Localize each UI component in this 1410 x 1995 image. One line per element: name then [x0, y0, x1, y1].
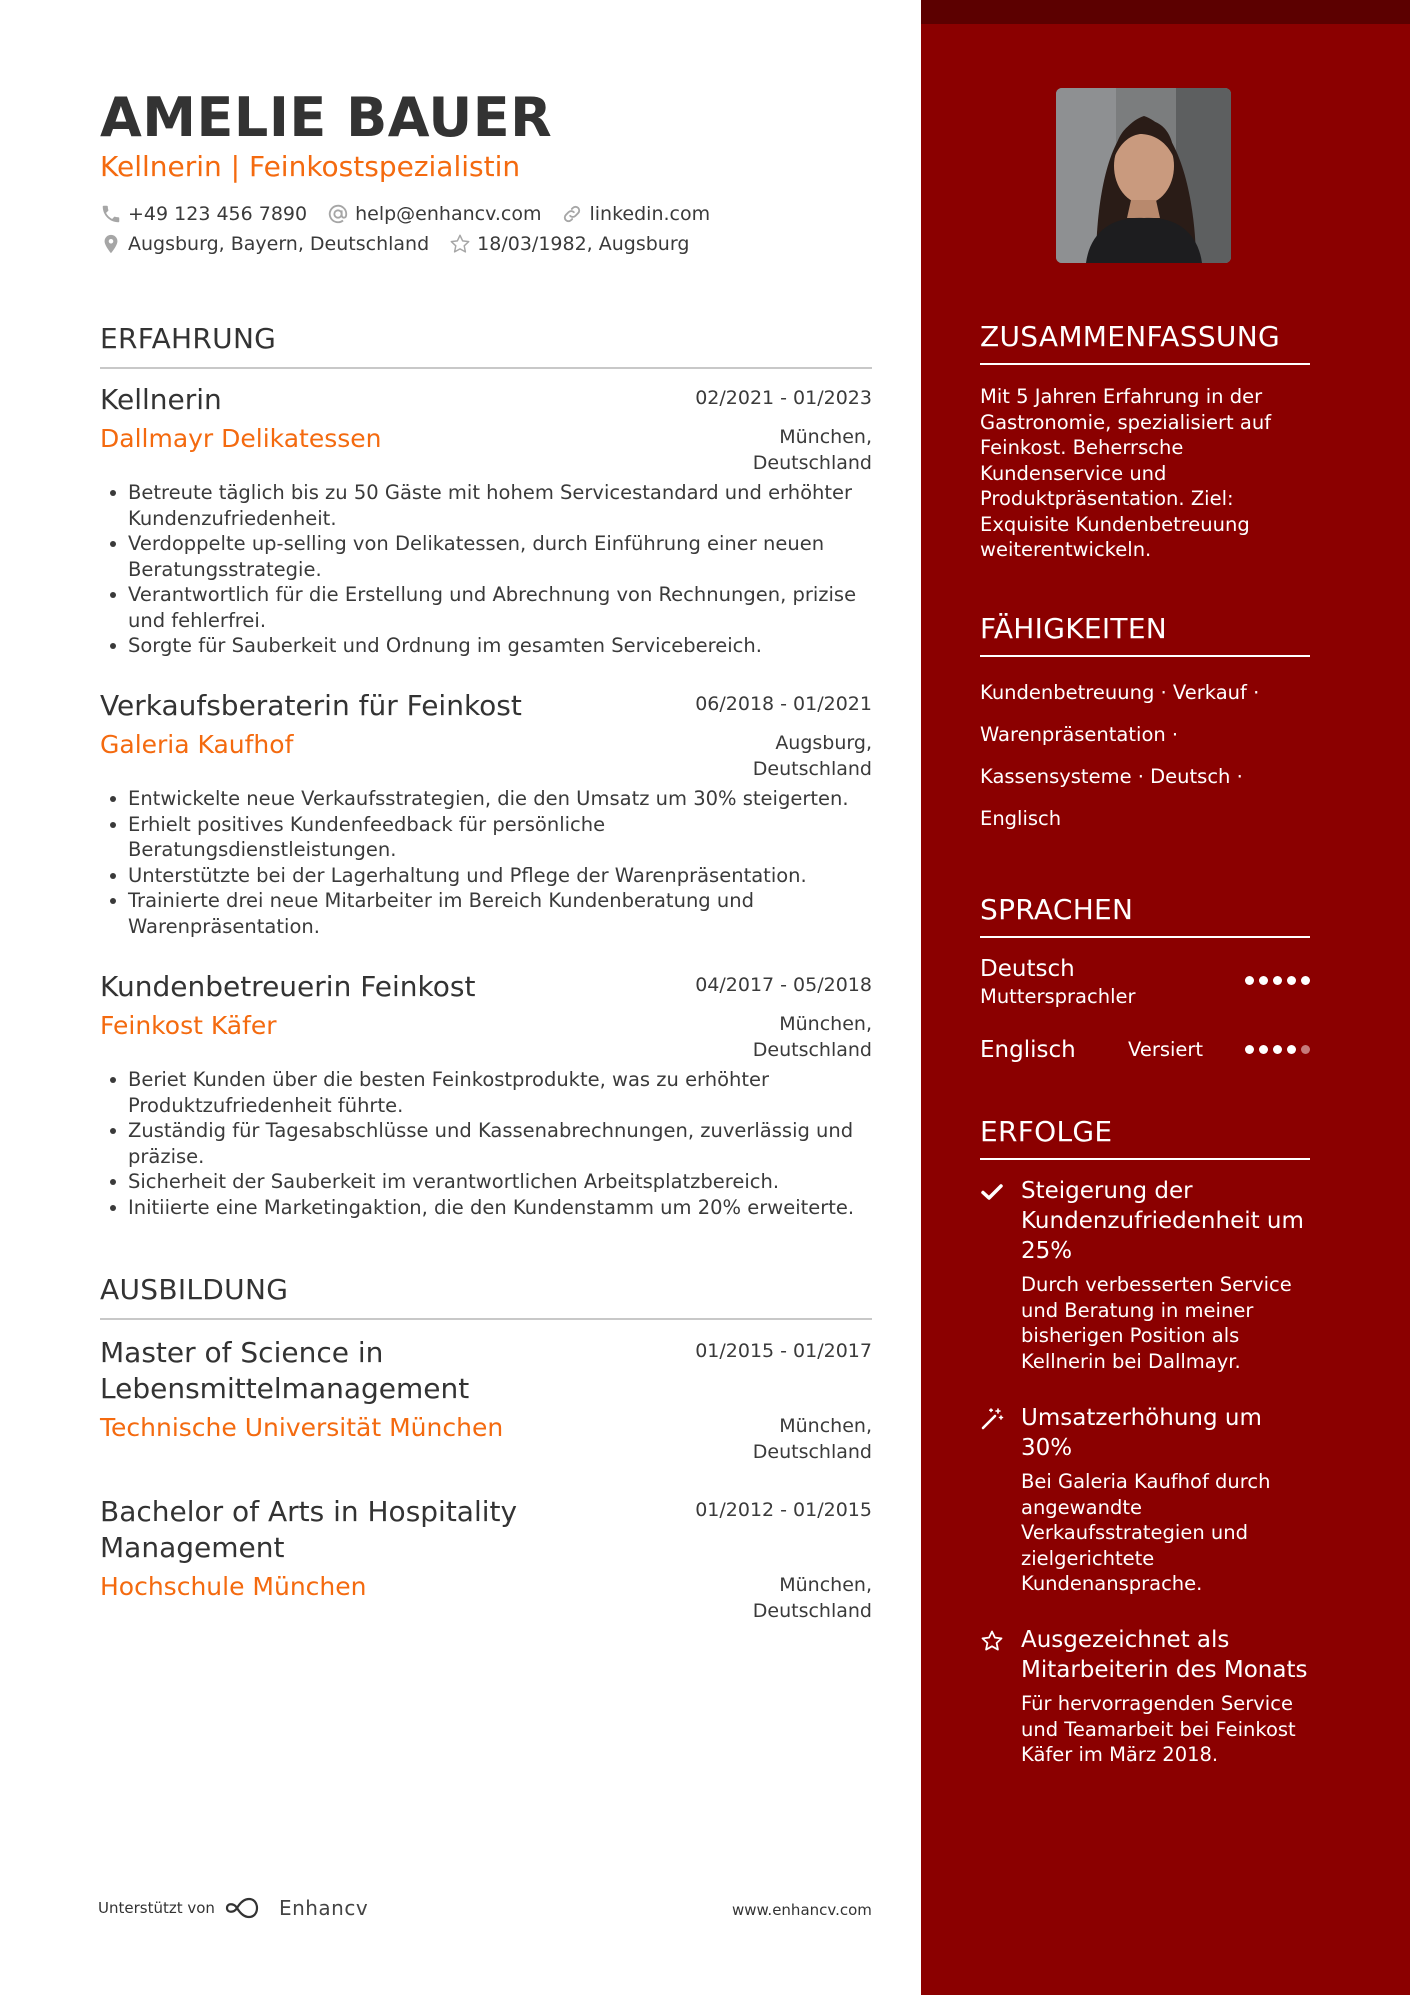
skill-line: Englisch — [980, 807, 1062, 830]
contact-birth — [449, 233, 689, 255]
achievements-heading: ERFOLGE — [980, 1115, 1310, 1160]
achievement-desc: Für hervorragenden Service und Teamarbeit bei Feinkost Käfer im März 2018. — [1021, 1692, 1296, 1766]
language-item — [980, 954, 1310, 1010]
at-icon — [327, 203, 349, 225]
job-date: 06/2018 - 01/2021 — [695, 693, 872, 715]
company-name: Galeria Kaufhof — [100, 730, 294, 759]
linkedin-text: linkedin.com — [589, 203, 711, 225]
summary-heading: ZUSAMMENFASSUNG — [980, 320, 1310, 365]
contact-linkedin[interactable] — [561, 203, 710, 225]
star-outline-icon — [449, 233, 471, 255]
skill-line: Kundenbetreuung · Verkauf · — [980, 681, 1260, 704]
summary-text: Mit 5 Jahren Erfahrung in der Gastronomie, spezialisiert auf Feinkost. Beherrsche Kundenservice und Produktpräsentation. Ziel: Exquisite Kundenbetreuung weiterentwickeln. — [980, 385, 1272, 561]
education-date: 01/2015 - 01/2017 — [695, 1340, 872, 1362]
birth-text: 18/03/1982, Augsburg — [477, 233, 690, 255]
link-icon — [561, 203, 583, 225]
language-level: Muttersprachler — [980, 985, 1136, 1008]
language-item — [980, 1035, 1310, 1065]
achievement-title: Steigerung der Kundenzufriedenheit um 25% — [1021, 1178, 1304, 1264]
skills-heading: FÄHIGKEITEN — [980, 612, 1310, 657]
job-title: Verkaufsberaterin für Feinkost — [100, 689, 522, 722]
location-pin-icon — [100, 233, 122, 255]
candidate-name: AMELIE BAUER — [100, 86, 553, 149]
job-title: Kellnerin — [100, 383, 222, 416]
achievement-desc: Durch verbesserten Service und Beratung in meiner bisherigen Position als Kellnerin bei Dallmayr. — [1021, 1273, 1292, 1373]
contact-row-2 — [100, 233, 709, 255]
bullet: Initiierte eine Marketingaktion, die den Kundenstamm um 20% erweiterte. — [100, 1195, 872, 1221]
school-location: München, Deutschland — [752, 1415, 872, 1463]
bullet: Verantwortlich für die Erstellung und Abrechnung von Rechnungen, prizise und fehlerfrei. — [100, 582, 872, 633]
experience-entry — [100, 688, 872, 939]
bullet: Entwickelte neue Verkaufsstrategien, die den Umsatz um 30% steigerten. — [100, 786, 872, 812]
rating-dot-filled — [1273, 1045, 1282, 1054]
job-date: 02/2021 - 01/2023 — [695, 387, 872, 409]
brand-name: Enhancv — [278, 1896, 369, 1920]
bullet: Trainierte drei neue Mitarbeiter im Bereich Kundenberatung und Warenpräsentation. — [100, 888, 872, 939]
contact-location — [100, 233, 429, 255]
skills-list — [980, 672, 1310, 840]
profile-photo-image — [1056, 88, 1231, 263]
language-level: Versiert — [1128, 1038, 1204, 1061]
rating-dot-filled — [1259, 976, 1268, 985]
experience-entry — [100, 382, 872, 659]
bullet: Verdoppelte up-selling von Delikatessen, durch Einführung einer neuen Beratungsstrategie. — [100, 531, 872, 582]
school-name: Hochschule München — [100, 1572, 367, 1601]
enhancv-logo-icon — [225, 1896, 271, 1920]
education-heading: AUSBILDUNG — [100, 1273, 872, 1320]
phone-text: +49 123 456 7890 — [128, 203, 308, 225]
achievement-title: Umsatzerhöhung um 30% — [1021, 1405, 1262, 1461]
achievement-desc: Bei Galeria Kaufhof durch angewandte Verkaufsstrategien und zielgerichtete Kundenansprache. — [1021, 1470, 1271, 1595]
rating-dot-empty — [1301, 1045, 1310, 1054]
school-location: München, Deutschland — [752, 1574, 872, 1622]
headline: Kellnerin | Feinkostspezialistin — [100, 150, 521, 183]
phone-icon — [100, 203, 122, 225]
job-bullets — [100, 1067, 872, 1220]
bullet: Zuständig für Tagesabschlüsse und Kassenabrechnungen, zuverlässig und präzise. — [100, 1118, 872, 1169]
degree-title: Master of Science in Lebensmittelmanagement — [100, 1336, 470, 1405]
language-rating — [1245, 976, 1310, 985]
job-location: München, Deutschland — [752, 1013, 872, 1061]
star-icon — [980, 1629, 1004, 1653]
achievement-title: Ausgezeichnet als Mitarbeiterin des Monats — [1021, 1627, 1308, 1683]
language-rating — [1245, 1045, 1310, 1054]
job-date: 04/2017 - 05/2018 — [695, 974, 872, 996]
rating-dot-filled — [1287, 1045, 1296, 1054]
job-bullets — [100, 480, 872, 659]
language-name: Deutsch — [980, 956, 1075, 982]
rating-dot-filled — [1245, 1045, 1254, 1054]
footer-powered-by — [98, 1896, 368, 1920]
achievement-item — [980, 1625, 1315, 1768]
rating-dot-filled — [1259, 1045, 1268, 1054]
bullet: Erhielt positives Kundenfeedback für persönliche Beratungsdienstleistungen. — [100, 812, 872, 863]
achievement-item — [980, 1403, 1315, 1597]
language-name: Englisch — [980, 1037, 1076, 1063]
company-name: Dallmayr Delikatessen — [100, 424, 382, 453]
contact-phone[interactable] — [100, 203, 307, 225]
achievement-item — [980, 1176, 1315, 1374]
experience-entry — [100, 969, 872, 1220]
rating-dot-filled — [1287, 976, 1296, 985]
bullet: Unterstützte bei der Lagerhaltung und Pflege der Warenpräsentation. — [100, 863, 872, 889]
education-date: 01/2012 - 01/2015 — [695, 1499, 872, 1521]
skill-line: Warenpräsentation · — [980, 723, 1179, 746]
footer-website[interactable]: www.enhancv.com — [732, 1901, 872, 1919]
rating-dot-filled — [1273, 976, 1282, 985]
contact-row — [100, 203, 730, 225]
degree-title: Bachelor of Arts in Hospitality Management — [100, 1495, 518, 1564]
job-location: Augsburg, Deutschland — [752, 732, 872, 780]
company-name: Feinkost Käfer — [100, 1011, 277, 1040]
job-location: München, Deutschland — [752, 426, 872, 474]
rating-dot-filled — [1245, 976, 1254, 985]
bullet: Sicherheit der Sauberkeit im verantwortlichen Arbeitsplatzbereich. — [100, 1169, 872, 1195]
school-name: Technische Universität München — [100, 1413, 504, 1442]
bullet: Sorgte für Sauberkeit und Ordnung im gesamten Servicebereich. — [100, 633, 872, 659]
location-text: Augsburg, Bayern, Deutschland — [128, 233, 430, 255]
email-text: help@enhancv.com — [355, 203, 542, 225]
skill-line: Kassensysteme · Deutsch · — [980, 765, 1243, 788]
job-bullets — [100, 786, 872, 939]
contact-email[interactable] — [327, 203, 541, 225]
experience-heading: ERFAHRUNG — [100, 322, 872, 369]
rating-dot-filled — [1301, 976, 1310, 985]
bullet: Beriet Kunden über die besten Feinkostprodukte, was zu erhöhter Produktzufriedenheit führte. — [100, 1067, 872, 1118]
education-entry — [100, 1335, 872, 1465]
magic-wand-icon — [980, 1407, 1004, 1431]
sidebar — [921, 0, 1410, 1995]
powered-by-text: Unterstützt von — [98, 1899, 215, 1917]
languages-heading: SPRACHEN — [980, 893, 1310, 938]
job-title: Kundenbetreuerin Feinkost — [100, 970, 476, 1003]
sidebar-top-bar — [921, 0, 1410, 24]
profile-photo — [1056, 88, 1231, 263]
check-icon — [980, 1180, 1004, 1204]
education-entry — [100, 1494, 872, 1624]
bullet: Betreute täglich bis zu 50 Gäste mit hohem Servicestandard und erhöhter Kundenzufriedenheit. — [100, 480, 872, 531]
